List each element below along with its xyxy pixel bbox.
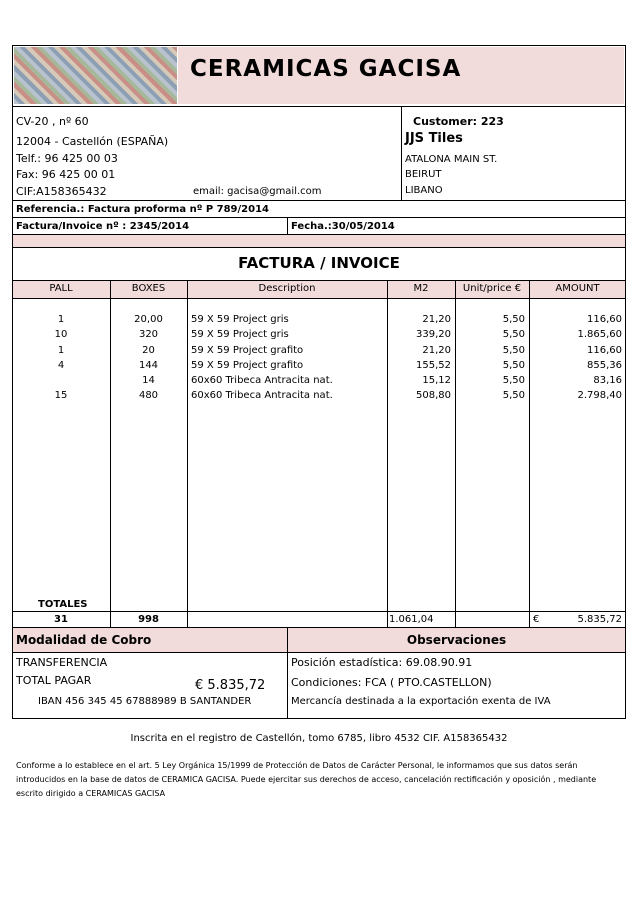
header-m2: M2: [413, 283, 429, 294]
sender-email: email: gacisa@gmail.com: [193, 186, 322, 197]
sender-fax: Fax: 96 425 00 01: [16, 168, 116, 181]
observation-line3: Mercancía destinada a la exportación exenta de IVA: [291, 696, 551, 707]
table-cell: 508,80: [416, 390, 451, 402]
header-boxes: BOXES: [131, 283, 166, 294]
table-cell: 855,36: [587, 359, 622, 371]
totals-boxes: 998: [138, 614, 159, 625]
legal-line3: escrito dirigido a CERAMICAS GACISA: [16, 789, 166, 798]
table-cell: 20: [142, 344, 155, 356]
table-cell: 15: [54, 390, 68, 402]
table-cell: 59 X 59 Project gris: [191, 314, 289, 325]
observations-heading: Observaciones: [406, 633, 507, 647]
observation-line2: Condiciones: FCA ( PTO.CASTELLON): [291, 676, 492, 689]
table-cell: 5,50: [502, 314, 525, 325]
sender-phone: Telf.: 96 425 00 03: [16, 152, 118, 165]
registry-note: Inscrita en el registro de Castellón, tomo 6785, libro 4532 CIF. A158365432: [130, 733, 508, 744]
customer-country: LIBANO: [405, 185, 443, 196]
col-pall: [12, 312, 110, 404]
table-cell: 10: [54, 329, 68, 341]
totals-label: TOTALES: [38, 599, 88, 610]
table-cell: 480: [138, 390, 159, 402]
customer-label: Customer: 223: [413, 115, 504, 128]
company-logo-image: [14, 47, 177, 104]
header-unit-price: Unit/price €: [462, 283, 522, 294]
table-cell: 5,50: [502, 390, 525, 402]
total-pay-label: TOTAL PAGAR: [16, 674, 92, 687]
totals-amount: 5.835,72: [577, 614, 622, 625]
header-amount: AMOUNT: [555, 283, 600, 294]
totals-pall: 31: [54, 614, 68, 625]
spacer-band: [13, 235, 625, 247]
table-cell: 2.798,40: [577, 390, 622, 402]
header-pall: PALL: [49, 283, 73, 294]
sender-cif: CIF:A158365432: [16, 185, 107, 198]
table-cell: 59 X 59 Project grafito: [191, 359, 304, 371]
table-cell: 320: [138, 329, 159, 341]
col-description: [191, 312, 385, 404]
table-cell: 15,12: [422, 375, 451, 387]
invoice-number: Factura/Invoice nº : 2345/2014: [16, 221, 190, 232]
table-cell: 1: [57, 314, 65, 325]
table-cell: [12, 373, 110, 388]
table-cell: 155,52: [416, 359, 451, 371]
table-cell: 21,20: [422, 314, 451, 325]
table-cell: 116,60: [587, 344, 622, 356]
table-cell: 4: [57, 359, 65, 371]
payment-heading: Modalidad de Cobro: [16, 633, 152, 647]
legal-line2: introducidos en la base de datos de CERAMICA GACISA. Puede ejercitar sus derechos de acceso, cancelación rectificación y oposición , mediante: [16, 775, 597, 784]
total-pay-value: € 5.835,72: [195, 678, 266, 693]
customer-city: BEIRUT: [405, 169, 442, 180]
table-cell: 59 X 59 Project gris: [191, 329, 289, 341]
table-cell: 83,16: [593, 375, 622, 387]
company-name: CERAMICAS GACISA: [190, 56, 462, 82]
table-cell: 60x60 Tribeca Antracita nat.: [191, 390, 333, 402]
iban: IBAN 456 345 45 67888989 B SANTANDER: [38, 696, 252, 707]
totals-m2: 1.061,04: [389, 614, 434, 625]
sender-address-line1: CV-20 , nº 60: [16, 115, 89, 128]
table-cell: 5,50: [502, 375, 525, 387]
customer-name: JJS Tiles: [405, 131, 463, 146]
invoice-date: Fecha.:30/05/2014: [291, 221, 395, 232]
table-cell: 1: [57, 344, 65, 356]
table-cell: 5,50: [502, 359, 525, 371]
customer-address: ATALONA MAIN ST.: [405, 154, 498, 165]
table-cell: 116,60: [587, 314, 622, 325]
table-cell: 60x60 Tribeca Antracita nat.: [191, 375, 333, 387]
table-cell: 20,00: [134, 314, 163, 325]
table-cell: 5,50: [502, 329, 525, 341]
table-cell: 5,50: [502, 344, 525, 356]
totals-currency: €: [533, 614, 540, 625]
reference: Referencia.: Factura proforma nº P 789/2014: [16, 204, 269, 215]
legal-line1: Conforme a lo establece en el art. 5 Ley Orgánica 15/1999 de Protección de Datos de Carácter Personal, le informamos que sus datos serán: [16, 761, 578, 770]
observation-line1: Posición estadística: 69.08.90.91: [291, 656, 473, 669]
col-m2: [387, 312, 451, 404]
table-cell: 59 X 59 Project grafito: [191, 344, 304, 356]
sender-address-line2: 12004 - Castellón (ESPAÑA): [16, 135, 169, 148]
table-cell: 14: [142, 375, 155, 387]
table-cell: 1.865,60: [577, 329, 622, 341]
col-amount: [529, 312, 622, 404]
payment-method: TRANSFERENCIA: [16, 656, 108, 669]
invoice-title: FACTURA / INVOICE: [238, 254, 400, 272]
col-unit-price: [455, 312, 525, 404]
table-cell: 144: [138, 359, 159, 371]
table-cell: 339,20: [416, 329, 451, 341]
col-boxes: [110, 312, 187, 404]
header-description: Description: [258, 283, 316, 294]
table-cell: 21,20: [422, 344, 451, 356]
